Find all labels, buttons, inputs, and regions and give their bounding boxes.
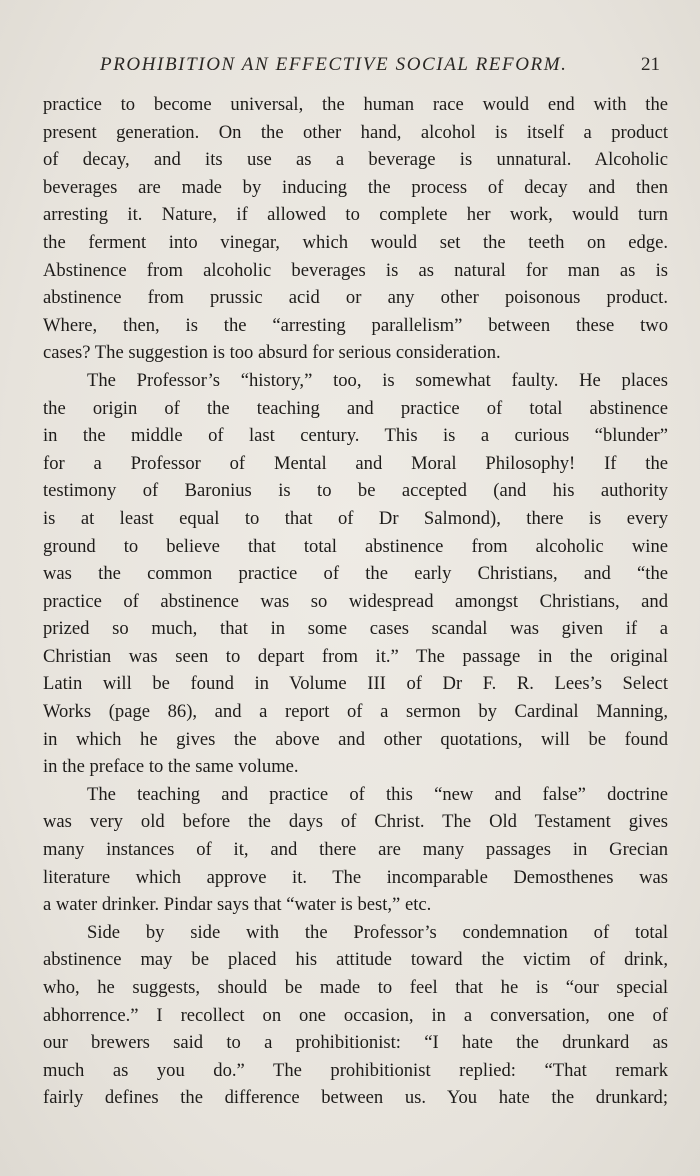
text-line: abstinence may be placed his attitude toward the victim of drink, xyxy=(43,949,668,971)
text-line: was the common practice of the early Christians, and “the xyxy=(43,563,668,585)
text-line: in the preface to the same volume. xyxy=(43,756,299,778)
text-line: practice of abstinence was so widespread amongst Christians, and xyxy=(43,590,668,612)
text-line: Abstinence from alcoholic beverages is as natural for man as is xyxy=(43,259,668,281)
text-line: practice to become universal, the human race would end with the xyxy=(43,94,668,115)
body-text xyxy=(43,91,668,1112)
running-header xyxy=(100,54,660,76)
text-line: Works (page 86), and a report of a sermon by Cardinal Manning, xyxy=(43,701,668,723)
text-line: of decay, and its use as a beverage is unnatural. Alcoholic xyxy=(43,149,668,171)
text-line: the origin of the teaching and practice of total abstinence xyxy=(43,397,668,419)
text-line: abhorrence.” I recollect on one occasion, in a conversation, one of xyxy=(43,1004,668,1026)
text-line: Latin will be found in Volume III of Dr F. R. Lees’s Select xyxy=(43,673,668,695)
text-line: cases? The suggestion is too absurd for serious consideration. xyxy=(43,342,501,364)
text-line: present generation. On the other hand, alcohol is itself a product xyxy=(43,121,668,143)
text-line: ground to believe that total abstinence from alcoholic wine xyxy=(43,535,668,557)
text-line: a water drinker. Pindar says that “water is best,” etc. xyxy=(43,894,432,916)
text-line: Christian was seen to depart from it.” The passage in the original xyxy=(43,645,668,667)
text-line: in the middle of last century. This is a curious “blunder” xyxy=(43,425,668,447)
text-line: our brewers said to a prohibitionist: “I hate the drunkard as xyxy=(43,1032,668,1054)
text-line: beverages are made by inducing the process of decay and then xyxy=(43,176,668,198)
text-line: in which he gives the above and other quotations, will be found xyxy=(43,728,668,750)
running-header-title: PROHIBITION AN EFFECTIVE SOCIAL REFORM. xyxy=(100,54,568,75)
text-line: Where, then, is the “arresting parallelism” between these two xyxy=(43,314,668,336)
text-line: who, he suggests, should be made to feel that he is “our special xyxy=(43,977,668,998)
text-line: arresting it. Nature, if allowed to complete her work, would turn xyxy=(43,204,668,226)
text-line: abstinence from prussic acid or any other poisonous product. xyxy=(43,287,668,309)
text-line: for a Professor of Mental and Moral Philosophy! If the xyxy=(43,452,668,474)
text-line: was very old before the days of Christ. The Old Testament gives xyxy=(43,811,668,833)
text-line: literature which approve it. The incomparable Demosthenes was xyxy=(43,866,668,888)
page-number: 21 xyxy=(641,54,660,75)
paragraph-first-line: The Professor’s “history,” too, is somewhat faulty. He places xyxy=(87,369,668,391)
text-line: fairly defines the difference between us. You hate the drunkard; xyxy=(43,1087,668,1109)
paragraph-first-line: The teaching and practice of this “new and false” doctrine xyxy=(87,783,668,805)
text-line: the ferment into vinegar, which would set the teeth on edge. xyxy=(43,231,668,253)
text-line: prized so much, that in some cases scandal was given if a xyxy=(43,618,668,640)
paragraph-first-line: Side by side with the Professor’s condemnation of total xyxy=(87,921,668,943)
text-line: is at least equal to that of Dr Salmond), there is every xyxy=(43,507,668,529)
text-line: testimony of Baronius is to be accepted (and his authority xyxy=(43,480,668,502)
text-line: many instances of it, and there are many passages in Grecian xyxy=(43,839,668,861)
text-line: much as you do.” The prohibitionist replied: “That remark xyxy=(43,1059,668,1081)
